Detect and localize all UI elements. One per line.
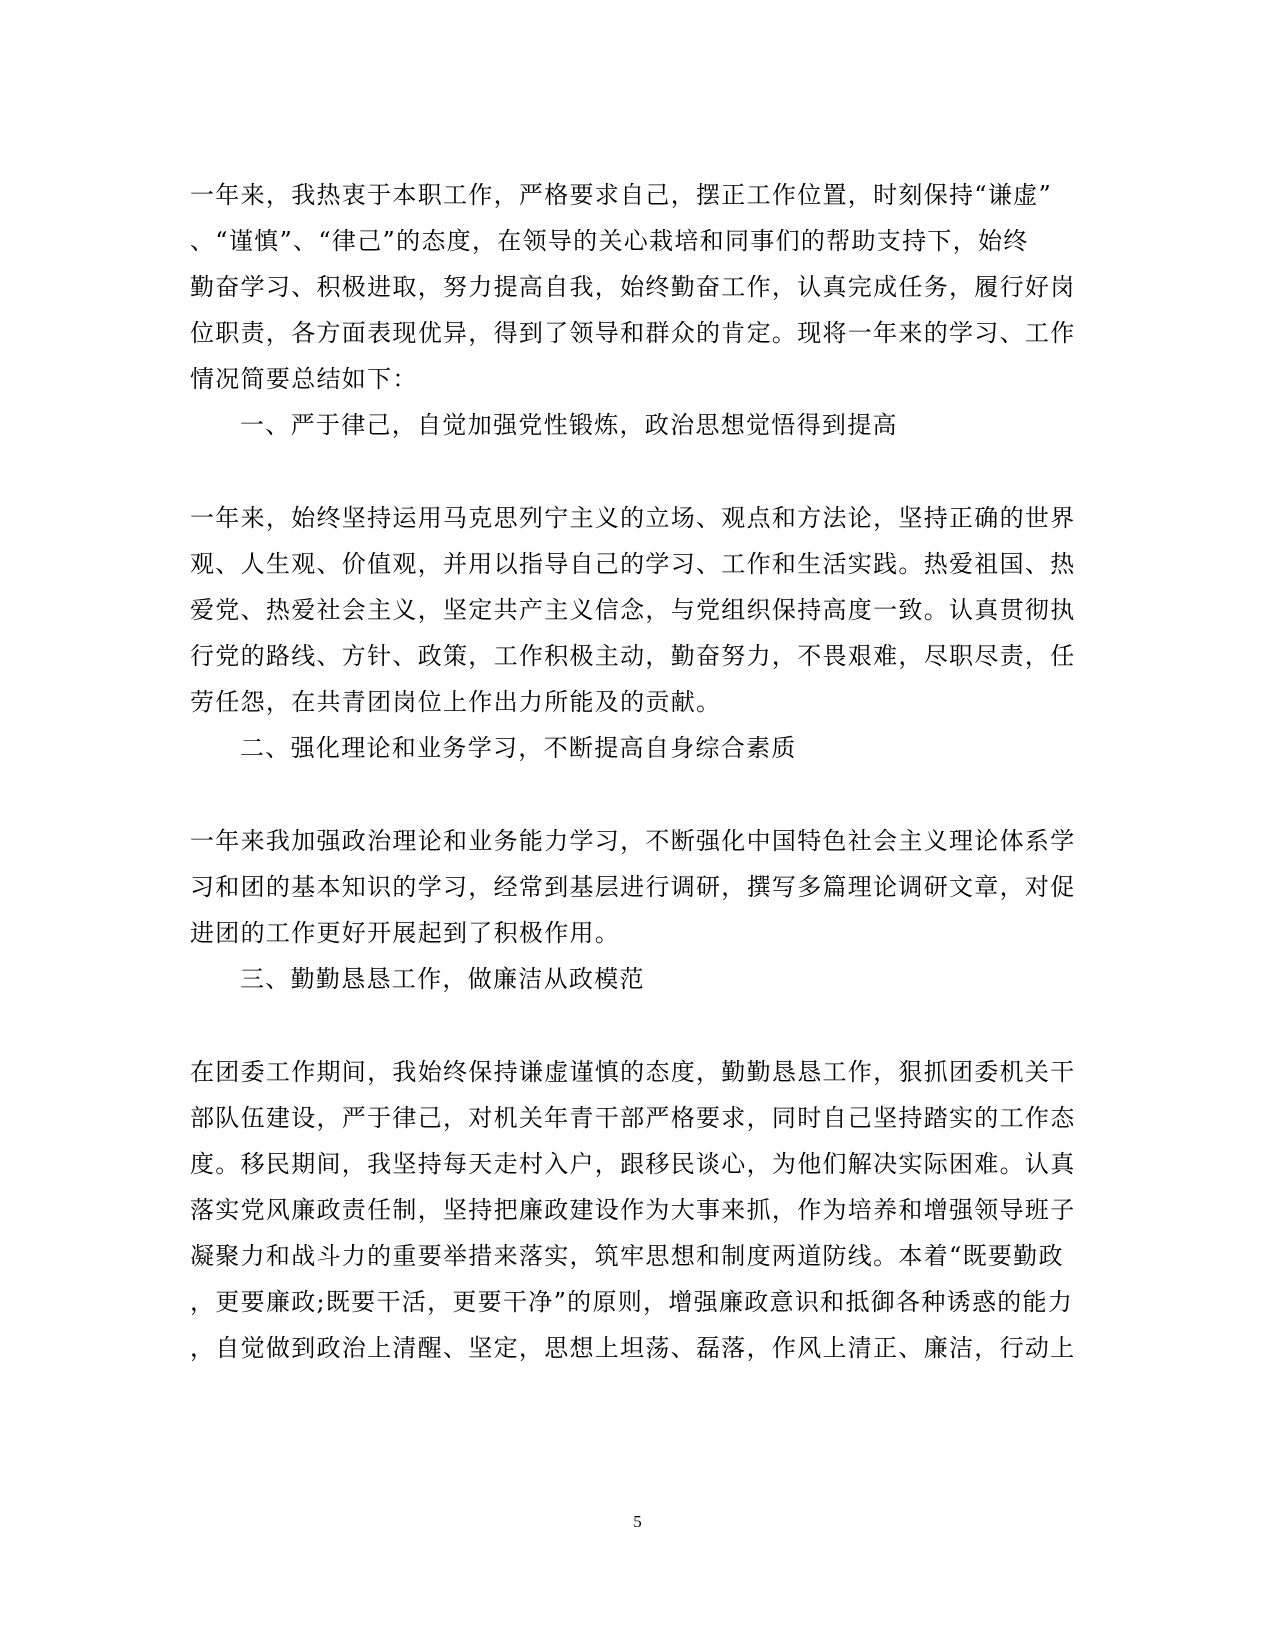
section-3-line: 部队伍建设，严于律己，对机关年青干部严格要求，同时自己坚持踏实的工作态 xyxy=(190,1104,1076,1132)
section-1-line: 行党的路线、方针、政策，工作积极主动，勤奋努力，不畏艰难，尽职尽责，任 xyxy=(190,642,1076,670)
section-3-line: ，自觉做到政治上清醒、坚定，思想上坦荡、磊落，作风上清正、廉洁，行动上 xyxy=(190,1334,1076,1362)
section-1-line: 劳任怨，在共青团岗位上作出力所能及的贡献。 xyxy=(190,688,722,716)
section-heading-3: 三、勤勤恳恳工作，做廉洁从政模范 xyxy=(240,965,645,993)
section-3-line: 在团委工作期间，我始终保持谦虚谨慎的态度，勤勤恳恳工作，狠抓团委机关干 xyxy=(190,1058,1076,1086)
section-3-line: 落实党风廉政责任制，坚持把廉政建设作为大事来抓，作为培养和增强领导班子 xyxy=(190,1196,1076,1224)
section-2-line: 习和团的基本知识的学习，经常到基层进行调研，撰写多篇理论调研文章，对促 xyxy=(190,873,1076,901)
section-1-line: 观、人生观、价值观，并用以指导自己的学习、工作和生活实践。热爱祖国、热 xyxy=(190,550,1076,578)
section-1-line: 爱党、热爱社会主义，坚定共产主义信念，与党组织保持高度一致。认真贯彻执 xyxy=(190,596,1076,624)
section-3-line: 度。移民期间，我坚持每天走村入户，跟移民谈心，为他们解决实际困难。认真 xyxy=(190,1150,1076,1178)
section-heading-2: 二、强化理论和业务学习，不断提高自身综合素质 xyxy=(240,734,797,762)
page-number: 5 xyxy=(633,1512,642,1531)
intro-line: 情况简要总结如下： xyxy=(190,365,418,393)
section-2-line: 进团的工作更好开展起到了积极作用。 xyxy=(190,919,621,947)
intro-line: 一年来，我热衷于本职工作，严格要求自己，摆正工作位置，时刻保持“谦虚” xyxy=(190,181,1053,209)
intro-line: 勤奋学习、积极进取，努力提高自我，始终勤奋工作，认真完成任务，履行好岗 xyxy=(190,273,1076,301)
section-heading-1: 一、严于律己，自觉加强党性锻炼，政治思想觉悟得到提高 xyxy=(240,411,898,439)
intro-line: 位职责，各方面表现优异，得到了领导和群众的肯定。现将一年来的学习、工作 xyxy=(190,319,1076,347)
section-1-line: 一年来，始终坚持运用马克思列宁主义的立场、观点和方法论，坚持正确的世界 xyxy=(190,504,1076,532)
intro-line: 、“谨慎”、“律己”的态度，在领导的关心栽培和同事们的帮助支持下，始终 xyxy=(190,227,1029,255)
section-3-line: 凝聚力和战斗力的重要举措来落实，筑牢思想和制度两道防线。本着“既要勤政 xyxy=(190,1242,1064,1270)
section-2-line: 一年来我加强政治理论和业务能力学习，不断强化中国特色社会主义理论体系学 xyxy=(190,827,1076,855)
section-3-line: ，更要廉政;既要干活，更要干净”的原则，增强廉政意识和抵御各种诱惑的能力 xyxy=(190,1288,1074,1316)
